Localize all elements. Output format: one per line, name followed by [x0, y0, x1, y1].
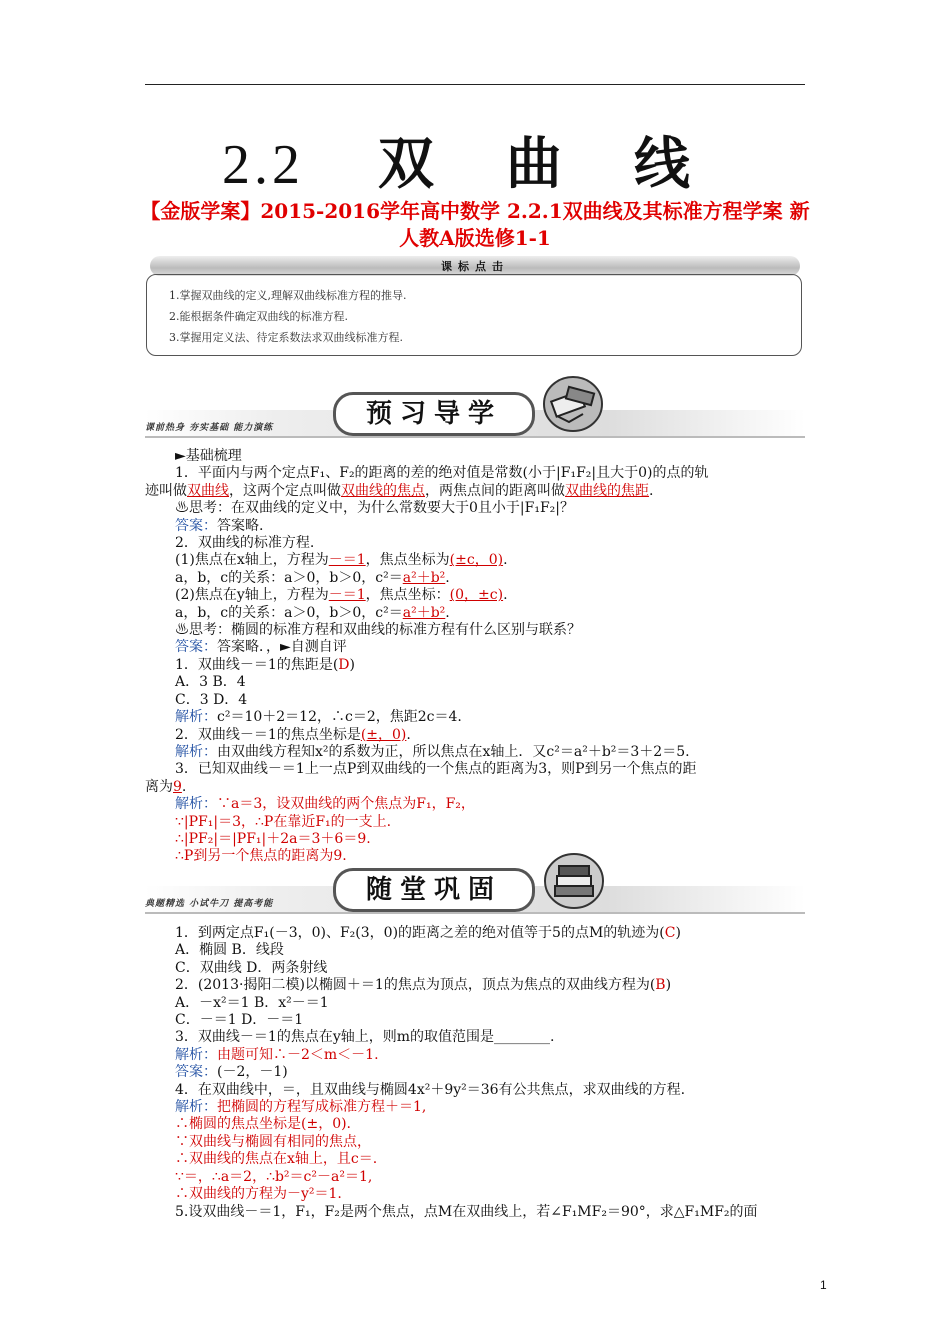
solution-line — [175, 796, 815, 813]
solution-line: ∴双曲线的焦点在x轴上，且c＝. — [175, 1151, 378, 1168]
case-y-axis — [175, 587, 815, 604]
text: 离为 — [145, 778, 173, 795]
text: ，焦点坐标为 — [365, 552, 450, 569]
definition-line-1: 1．平面内与两个定点F₁、F₂的距离的差的绝对值是常数(小于|F₁F₂|且大于0)的点的轨 — [175, 465, 709, 482]
page-number: 1 — [820, 1278, 827, 1292]
answer-blank: 双曲线 — [187, 482, 229, 499]
solution-line: ∴|PF₂|＝|PF₁|＋2a＝3＋6＝9. — [175, 830, 371, 847]
options-line: C．双曲线 D．两条射线 — [175, 959, 328, 976]
practice-q1 — [175, 925, 815, 942]
objectives-box — [146, 274, 802, 356]
banner-subtitle: 典题精选 小试牛刀 提高考能 — [145, 899, 274, 909]
solution-label: 解析： — [175, 1099, 217, 1116]
options-line: A．－x²＝1 B．x²－＝1 — [175, 994, 329, 1011]
objective-item: 3.掌握用定义法、待定系数法求双曲线标准方程. — [169, 331, 403, 344]
objective-item: 2.能根据条件确定双曲线的标准方程. — [169, 310, 348, 323]
text: 1．双曲线－＝1的焦距是( — [175, 656, 339, 673]
selftest-q3-cont — [145, 779, 815, 796]
section-practice — [175, 925, 815, 1221]
text: ，这两个定点叫做 — [229, 482, 341, 499]
solution-label: 解析： — [175, 796, 217, 813]
answer-blank: －＝1 — [328, 587, 366, 604]
subsection-heading: ►基础梳理 — [175, 448, 242, 464]
section-banner-practice — [145, 852, 805, 914]
options-line: C．－＝1 D．－＝1 — [175, 1012, 304, 1029]
text: . — [181, 778, 187, 795]
practice-q5: 5.设双曲线－＝1，F₁，F₂是两个焦点，点M在双曲线上，若∠F₁MF₂＝90°，求△F₁MF₂的面 — [175, 1203, 758, 1220]
text: 2．(2013·揭阳二模)以椭圆＋＝1的焦点为顶点，顶点为焦点的双曲线方程为( — [175, 977, 656, 994]
answer-blank: 9 — [173, 778, 182, 795]
text: ) — [349, 656, 355, 673]
text: 由题可知∴－2＜m＜－1. — [217, 1046, 379, 1063]
practice-q2 — [175, 977, 815, 994]
section-preview — [145, 448, 815, 866]
text: . — [445, 604, 450, 621]
answer-label: 答案： — [175, 639, 217, 656]
selftest-q1 — [175, 657, 815, 674]
answer-label: 答案： — [175, 517, 217, 534]
text: 1．到两定点F₁(－3，0)、F₂(3，0)的距离之差的绝对值等于5的点M的轨迹为( — [175, 925, 665, 941]
text: (－2，－1) — [217, 1064, 288, 1081]
solution-line — [175, 1047, 815, 1064]
standard-equation-heading: 2．双曲线的标准方程. — [175, 535, 315, 552]
text: 迹叫做 — [145, 482, 187, 499]
text: 把椭圆的方程写成标准方程＋＝1, — [217, 1099, 427, 1116]
text: 由双曲线方程知x²的系数为正，所以焦点在x轴上．又c²＝a²＋b²＝3＋2＝5. — [217, 743, 690, 760]
answer-text: 答案略. — [217, 517, 264, 534]
book-stack-icon — [543, 848, 605, 910]
selftest-q3: 3．已知双曲线－＝1上一点P到双曲线的一个焦点的距离为3，则P到另一个焦点的距 — [175, 761, 697, 778]
solution-label: 解析： — [175, 709, 217, 726]
text: (1)焦点在x轴上，方程为 — [175, 552, 329, 569]
title-number: 2.2 — [222, 134, 304, 196]
page-title — [0, 120, 950, 200]
banner-title-pill — [333, 392, 535, 436]
banner-title: 预习导学 — [365, 399, 502, 429]
text: . — [649, 482, 654, 499]
solution-line — [175, 709, 815, 726]
text: . — [503, 552, 508, 569]
answer-label: 答案： — [175, 1064, 217, 1081]
books-icon — [543, 372, 605, 434]
answer-line — [175, 639, 815, 656]
banner-title: 随堂巩固 — [365, 875, 502, 905]
answer-blank: (±，0) — [360, 726, 407, 743]
text: (2)焦点在y轴上，方程为 — [175, 587, 329, 604]
answer-blank: 双曲线的焦点 — [341, 482, 425, 499]
title-char-1: 双 — [378, 131, 438, 197]
solution-line — [175, 744, 815, 761]
solution-line — [175, 1099, 815, 1116]
banner-title-pill — [333, 868, 535, 912]
answer-text: 答案略．，►自测自评 — [217, 639, 347, 656]
solution-label: 解析： — [175, 1046, 217, 1063]
text: 2．双曲线－＝1的焦点坐标是 — [175, 726, 361, 743]
answer-blank: 双曲线的焦距 — [565, 482, 649, 499]
answer-line — [175, 518, 815, 535]
think-question-2: ♨思考：椭圆的标准方程和双曲线的标准方程有什么区别与联系？ — [175, 622, 581, 639]
title-char-3: 线 — [634, 131, 694, 197]
relation-line-1 — [175, 570, 815, 587]
answer-blank: (±c，0) — [449, 552, 504, 569]
solution-line: ∵|PF₁|＝3，∴P在靠近F₁的一支上. — [175, 813, 392, 830]
solution-line: ∵＝，∴a＝2，∴b²＝c²－a²＝1, — [175, 1168, 373, 1185]
answer-blank: a²＋b² — [402, 569, 446, 586]
text: a，b，c的关系：a＞0，b＞0，c²＝ — [175, 569, 403, 586]
case-x-axis — [175, 552, 815, 569]
solution-line: ∴双曲线的方程为－y²＝1. — [175, 1186, 342, 1203]
options-line: C．3 D．4 — [175, 691, 248, 708]
answer-choice: D — [338, 656, 350, 673]
document-subtitle: 【金版学案】2015-2016学年高中数学 2.2.1双曲线及其标准方程学案 新人教A版选修1-1 — [140, 199, 810, 250]
text: ) — [665, 977, 672, 994]
solution-line: ∵双曲线与椭圆有相同的焦点， — [175, 1133, 371, 1150]
text: ，两焦点间的距离叫做 — [425, 482, 565, 499]
think-question-1: ♨思考：在双曲线的定义中，为什么常数要大于0且小于|F₁F₂|？ — [175, 500, 574, 517]
section-banner-preview — [145, 376, 805, 438]
answer-blank: (0，±c) — [449, 587, 504, 604]
objectives-bar-label: 课标点击 — [441, 260, 509, 273]
practice-q4: 4．在双曲线中，＝，且双曲线与椭圆4x²＋9y²＝36有公共焦点，求双曲线的方程. — [175, 1081, 686, 1098]
definition-line-2 — [145, 483, 815, 500]
title-char-2: 曲 — [506, 131, 566, 197]
objective-item: 1.掌握双曲线的定义,理解双曲线标准方程的推导. — [169, 289, 407, 302]
text: . — [406, 726, 411, 743]
selftest-q2 — [175, 727, 815, 744]
answer-line — [175, 1064, 815, 1081]
text: ∵a＝3，设双曲线的两个焦点为F₁，F₂， — [217, 796, 475, 813]
practice-q3: 3．双曲线－＝1的焦点在y轴上，则m的取值范围是________. — [175, 1029, 555, 1046]
text: ) — [675, 925, 681, 941]
options-line: A．椭圆 B．线段 — [175, 942, 284, 959]
text: . — [503, 587, 508, 604]
options-line: A．3 B．4 — [175, 674, 246, 691]
header-rule — [145, 84, 805, 85]
text: c²＝10＋2＝12，∴c＝2，焦距2c＝4. — [217, 709, 462, 726]
text: ，焦点坐标： — [365, 587, 450, 604]
banner-subtitle: 课前热身 夯实基础 能力演练 — [145, 423, 274, 433]
answer-blank: －＝1 — [328, 552, 366, 569]
solution-line: ∴P到另一个焦点的距离为9. — [175, 848, 347, 865]
answer-blank: a²＋b² — [402, 604, 446, 621]
answer-choice: C — [664, 925, 676, 941]
text: . — [445, 569, 450, 586]
relation-line-2 — [175, 605, 815, 622]
objectives-bar — [150, 256, 800, 276]
solution-label: 解析： — [175, 743, 217, 760]
solution-line: ∴椭圆的焦点坐标是(±，0). — [175, 1116, 352, 1133]
answer-choice: B — [655, 977, 666, 994]
text: a，b，c的关系：a＞0，b＞0，c²＝ — [175, 604, 403, 621]
